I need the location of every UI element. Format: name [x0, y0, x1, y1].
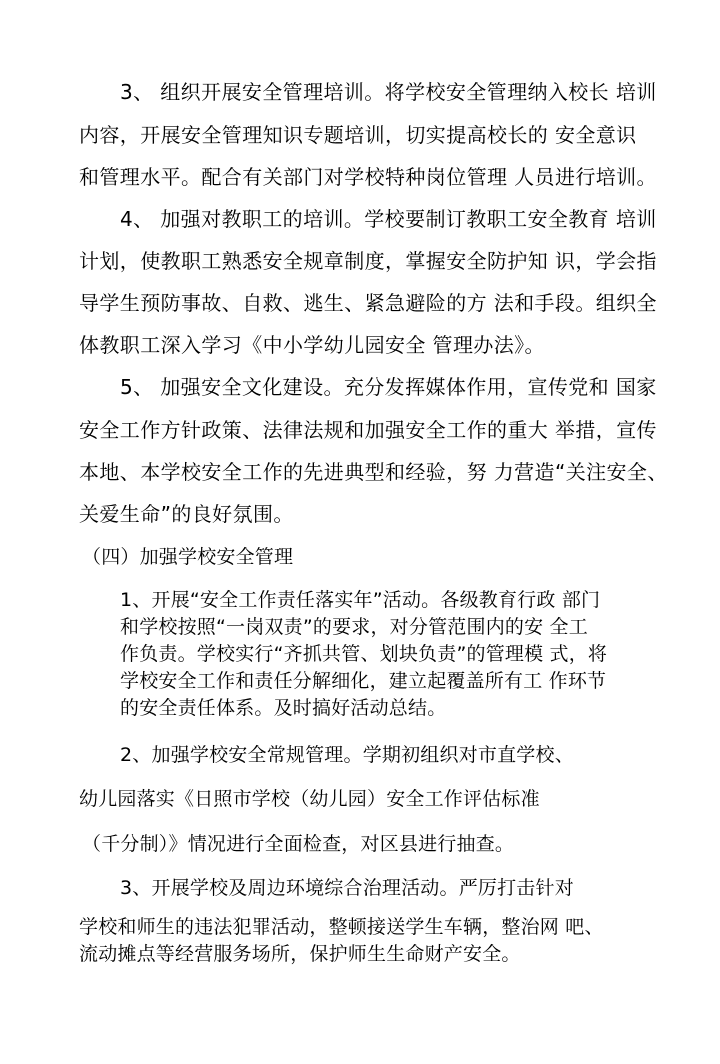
item1-line-2: 和学校按照“一岗双责”的要求，对分管范围内的安 全工 [120, 616, 588, 638]
para4-line-4: 体教职工深入学习《中小学幼儿园安全 管理办法》。 [79, 333, 545, 357]
item2-line-2: 幼儿园落实《日照市学校（幼儿园）安全工作评估标准 [79, 788, 540, 810]
item3-line-3: 流动摊点等经营服务场所，保护师生生命财产安全。 [79, 943, 521, 965]
para5-line-2: 安全工作方针政策、法律法规和加强安全工作的重大 举措，宣传 [79, 418, 657, 442]
para4-line-1: 4、 加强对教职工的培训。学校要制订教职工安全教育 培训 [120, 207, 657, 231]
para4-line-2: 计划，使教职工熟悉安全规章制度，掌握安全防护知 识，学会指 [79, 249, 657, 273]
para3-line-1: 3、 组织开展安全管理培训。将学校安全管理纳入校长 培训 [120, 80, 657, 104]
item1-line-1: 1、开展“安全工作责任落实年”活动。各级教育行政 部门 [120, 589, 601, 611]
item1-line-3: 作负责。学校实行“齐抓共管、划块负责”的管理模 式，将 [120, 643, 608, 665]
item1-line-4: 学校安全工作和责任分解细化，建立起覆盖所有工 作环节 [120, 670, 607, 692]
item1-line-5: 的安全责任体系。及时搞好活动总结。 [120, 697, 447, 719]
para5-line-1: 5、 加强安全文化建设。充分发挥媒体作用，宣传党和 国家 [120, 375, 657, 399]
para5-line-4: 关爱生命”的良好氛围。 [79, 502, 294, 526]
para5-line-3: 本地、本学校安全工作的先进典型和经验，努 力营造“关注安全、 [79, 460, 668, 484]
para3-line-2: 内容，开展安全管理知识专题培训，切实提高校长的 安全意识 [79, 123, 637, 147]
item2-line-1: 2、加强学校安全常规管理。学期初组织对市直学校、 [120, 744, 574, 766]
para4-line-3: 导学生预防事故、自救、逃生、紧急避险的方 法和手段。组织全 [79, 291, 657, 315]
item3-line-2: 学校和师生的违法犯罪活动，整顿接送学生车辆，整治网 吧、 [79, 916, 604, 938]
item3-line-1: 3、开展学校及周边环境综合治理活动。严厉打击针对 [120, 877, 574, 899]
section-heading: （四）加强学校安全管理 [82, 546, 294, 568]
para3-line-3: 和管理水平。配合有关部门对学校特种岗位管理 人员进行培训。 [79, 165, 657, 189]
item2-line-3: （千分制）》情况进行全面检查，对区县进行抽查。 [82, 833, 515, 855]
